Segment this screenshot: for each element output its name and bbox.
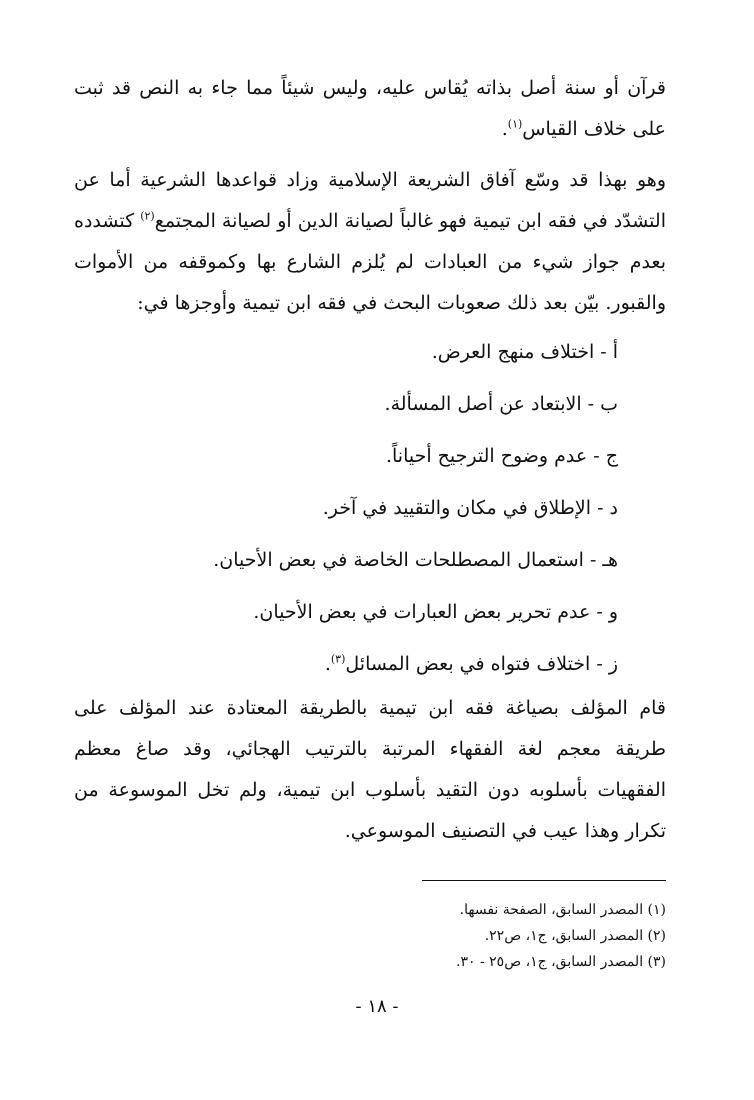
paragraph-2 [74,160,666,324]
paragraph-1-text: قرآن أو سنة أصل بذاته يُقاس عليه، وليس شيئاً مما جاء به النص قد ثبت على خلاف القياس [74,77,666,140]
footnote-ref-3: (٣) [330,652,346,666]
footnote-ref-1: (١) [507,117,523,131]
list-item: ب - الابتعاد عن أصل المسألة. [384,393,618,415]
list-item: ج - عدم وضوح الترجيح أحياناً. [385,445,618,467]
paragraph-1 [74,68,666,150]
difficulties-list [78,326,618,690]
footnote-1: (١) المصدر السابق، الصفحة نفسها. [459,902,666,918]
footnote-ref-2: (٢) [140,209,155,223]
list-item: و - عدم تحرير بعض العبارات في بعض الأحيان. [253,601,618,623]
list-item: د - الإطلاق في مكان والتقييد في آخر. [322,497,618,519]
paragraph-3-text: قام المؤلف بصياغة فقه ابن تيمية بالطريقة المعتادة عند المؤلف على طريقة معجم لغة الفقهاء المرتبة بالترتيب الهجائي، وقد صاغ معظم الفقهيات بأسلوبه دون التقيد بأسلوب ابن تيمية، ولم تخل الموسوعة من تكرار وهذا عيب في التصنيف الموسوعي. [74,697,666,842]
footnote-divider [422,880,666,881]
paragraph-3 [74,688,666,852]
list-item: أ - اختلاف منهج العرض. [431,341,618,363]
footnote-2: (٢) المصدر السابق، ج١، ص٢٢. [484,928,666,944]
footnotes [106,897,666,975]
footnote-3: (٣) المصدر السابق، ج١، ص٢٥ - ٣٠. [456,954,666,970]
paragraph-1-end: . [501,118,508,140]
list-item: ز - اختلاف فتواه في بعض المسائل$^{(٣)}$. [324,652,618,675]
list-item: هـ - استعمال المصطلحات الخاصة في بعض الأحيان. [213,549,618,571]
paragraph-2-text-a: وهو بهذا قد وسّع آفاق الشريعة الإسلامية وزاد قواعدها الشرعية أما عن التشدّد في فقه ابن تيمية فهو غالباً لصيانة الدين أو لصيانة المجتمع [74,169,666,232]
paragraph-2-text-b: كتشدده بعدم جواز شيء من العبادات لم يُلزم الشارع بها وكموقفه من الأموات والقبور. بيّن بعد ذلك صعوبات البحث في فقه ابن تيمية وأوجزها في: [74,210,666,314]
page-number: - ١٨ - [355,996,399,1017]
